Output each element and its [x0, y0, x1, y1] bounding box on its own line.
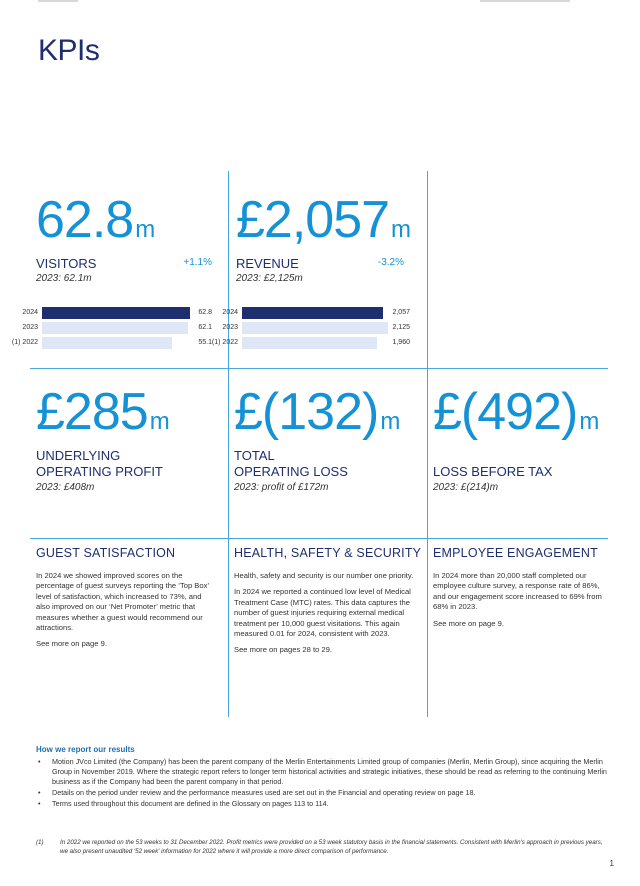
section-title-health-safety-security: HEALTH, SAFETY & SECURITY	[234, 546, 422, 560]
bar-track	[42, 322, 190, 334]
section-body-employee-engagement	[433, 571, 605, 635]
section-see-more: See more on page 9.	[36, 639, 107, 649]
bar-value-label: 62.1	[198, 324, 212, 331]
bar-row	[200, 336, 410, 350]
bar	[242, 322, 388, 334]
kpi-value-visitors: 62.8m	[36, 191, 156, 249]
kpi-value-underlying-operating-profit: £285m	[36, 383, 170, 441]
bar	[242, 337, 377, 349]
kpi-change-revenue: -3.2%	[377, 257, 404, 268]
section-paragraph: In 2024 more than 20,000 staff completed our employee culture survey, a response rate of 86%, and our engagement score increased to 69% from 68% in 2023.	[433, 571, 602, 612]
bar-category-label: (1) 2022	[11, 339, 38, 346]
kpi-prior-loss-before-tax: 2023: £(214)m	[433, 482, 499, 493]
header-mark-right	[480, 0, 570, 2]
kpi-prior-total-operating-loss: 2023: profit of £172m	[234, 482, 329, 493]
bar	[42, 307, 190, 319]
kpi-value-loss-before-tax: £(492)m	[433, 383, 600, 441]
kpi-label-revenue: REVENUE	[236, 256, 299, 271]
kpi-prior-revenue: 2023: £2,125m	[236, 273, 303, 284]
kpi-value-revenue: £2,057m	[236, 191, 412, 249]
bar-category-label: (1) 2022	[211, 339, 238, 346]
kpi-prior-visitors: 2023: 62.1m	[36, 273, 92, 284]
page-number: 1	[609, 859, 614, 868]
bar-track	[242, 322, 388, 334]
kpi-label-underlying-operating-profit: UNDERLYING OPERATING PROFIT	[36, 448, 163, 479]
section-see-more: See more on pages 28 to 29.	[234, 645, 332, 655]
section-paragraph: In 2024 we showed improved scores on the percentage of guest surveys reporting the ‘Top Box’ level of satisfaction, which increased to 73%, and also improved on our ‘Net Promoter’ metric that measures whether a guest would recommend our attractions.	[36, 571, 209, 633]
bar-category-label: 2024	[22, 309, 38, 316]
visitors-bar-chart	[0, 306, 212, 351]
header-mark-left	[38, 0, 78, 2]
bar	[42, 337, 172, 349]
bar-track	[242, 307, 388, 319]
section-body-health-safety-security	[234, 571, 416, 662]
kpi-prior-underlying-operating-profit: 2023: £408m	[36, 482, 95, 493]
bar-row	[0, 306, 212, 320]
bar-row	[0, 336, 212, 350]
bar-track	[42, 307, 190, 319]
grid-divider	[30, 538, 608, 539]
bar-value-label: 2,125	[392, 324, 410, 331]
bar-value-label: 1,960	[392, 339, 410, 346]
section-paragraph: Health, safety and security is our number one priority.	[234, 571, 414, 580]
kpi-value-total-operating-loss: £(132)m	[234, 383, 401, 441]
bar	[242, 307, 383, 319]
reporting-bullet: • Details on the period under review and the performance measures used are set out in the Financial and operating review on page 18.	[36, 788, 608, 798]
section-body-guest-satisfaction	[36, 571, 214, 656]
section-see-more: See more on page 9.	[433, 618, 504, 628]
bar-category-label: 2024	[222, 309, 238, 316]
bar	[42, 322, 188, 334]
bar-row	[200, 321, 410, 335]
kpi-label-total-operating-loss: TOTAL OPERATING LOSS	[234, 448, 348, 479]
bar-track	[42, 337, 190, 349]
kpi-label-loss-before-tax: LOSS BEFORE TAX	[433, 464, 553, 479]
bar-value-label: 55.1	[198, 339, 212, 346]
section-title-guest-satisfaction: GUEST SATISFACTION	[36, 546, 176, 560]
footnote-text: In 2022 we reported on the 53 weeks to 31 December 2022. Profit metrics were provided on a 53 week statutory basis in the financial statements. Consistent with Merlin's approach in previous years, we also present unaudited '52 week' information for 2022 where it will provide a more direct comparison of performance.	[60, 839, 603, 855]
page-title: KPIs	[38, 34, 100, 67]
bar-category-label: 2023	[22, 324, 38, 331]
grid-divider	[30, 368, 608, 369]
footnote	[36, 838, 608, 856]
grid-divider	[228, 171, 229, 717]
reporting-list	[36, 757, 608, 809]
grid-divider	[427, 171, 428, 717]
bar-row	[200, 306, 410, 320]
kpi-label-visitors: VISITORS	[36, 256, 97, 271]
bar-row	[0, 321, 212, 335]
section-title-employee-engagement: EMPLOYEE ENGAGEMENT	[433, 546, 598, 560]
bar-category-label: 2023	[222, 324, 238, 331]
revenue-bar-chart	[200, 306, 410, 351]
reporting-title: How we report our results	[36, 745, 135, 754]
kpi-change-visitors: +1.1%	[183, 257, 212, 268]
reporting-notes	[36, 745, 608, 810]
bar-track	[242, 337, 388, 349]
footnote-mark: (1)	[36, 839, 44, 846]
bar-value-label: 2,057	[392, 309, 410, 316]
reporting-bullet: • Terms used throughout this document are defined in the Glossary on pages 113 to 114.	[36, 799, 608, 809]
bar-value-label: 62.8	[198, 309, 212, 316]
reporting-bullet: • Motion JVco Limited (the Company) has been the parent company of the Merlin Entertainments Limited group of companies (Merlin, Merlin Group), since acquiring the Merlin Group in November 2019. Where the strategic report refers to longer term historical activities and strategic initiatives, these should be read as referring to the continuing Merlin business as if the Company had been the parent company in that period.	[36, 757, 608, 787]
section-paragraph: In 2024 we reported a continued low level of Medical Treatment Case (MTC) rates. This data captures the number of guest injuries requiring external medical treatment per 10,000 guest visitations. This again measured 0.01 for 2024, consistent with 2023.	[234, 587, 411, 639]
